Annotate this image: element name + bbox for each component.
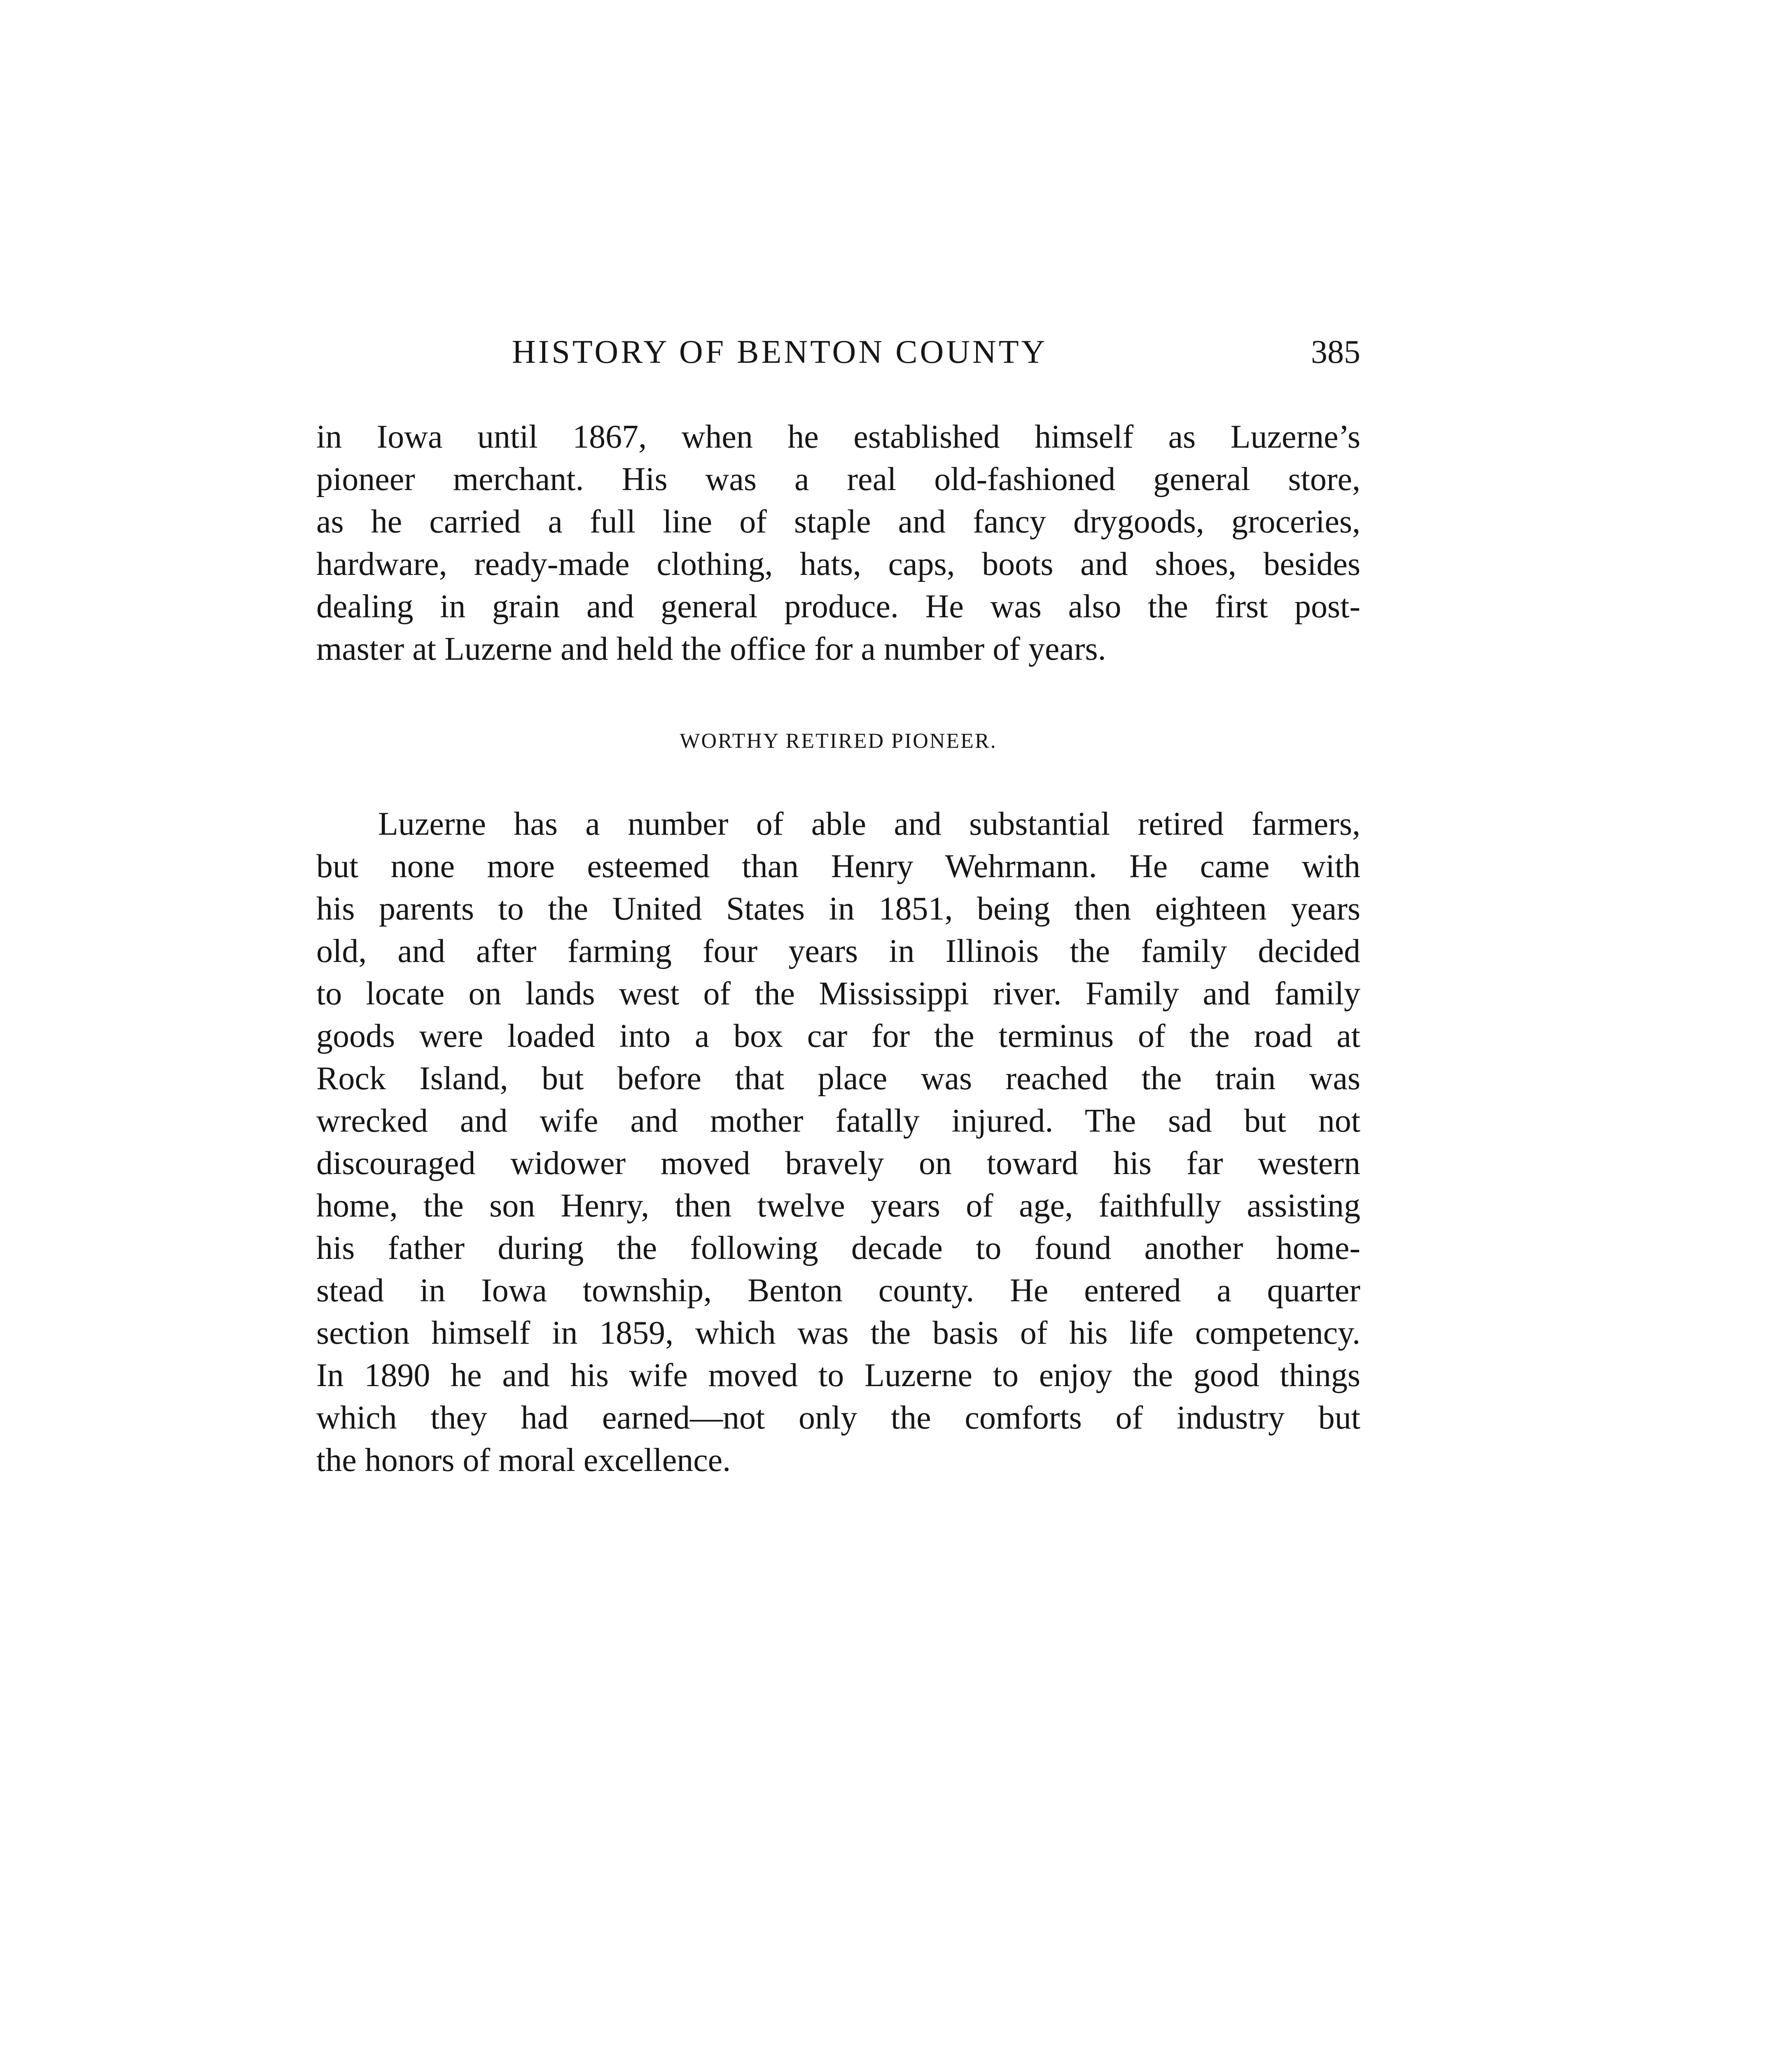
text-line: wrecked and wife and mother fatally injured. The sad but not (316, 1103, 1360, 1139)
text-line: master at Luzerne and held the office for a number of years. (316, 631, 1106, 667)
running-head (316, 329, 1360, 375)
text-line: hardware, ready-made clothing, hats, caps, boots and shoes, besides (316, 546, 1360, 582)
text-line: Luzerne has a number of able and substantial retired farmers, (378, 806, 1360, 842)
page-number: 385 (1311, 334, 1360, 370)
text-line: old, and after farming four years in Illinois the family decided (316, 933, 1360, 969)
running-title: HISTORY OF BENTON COUNTY (512, 334, 1048, 370)
text-line: the honors of moral excellence. (316, 1442, 731, 1478)
text-line: as he carried a full line of staple and fancy drygoods, groceries, (316, 504, 1360, 540)
text-line: pioneer merchant. His was a real old-fashioned general store, (316, 461, 1360, 497)
text-line: In 1890 he and his wife moved to Luzerne to enjoy the good things (316, 1357, 1360, 1394)
section-heading: WORTHY RETIRED PIONEER. (680, 729, 997, 753)
text-line: home, the son Henry, then twelve years of age, faithfully assisting (316, 1188, 1360, 1224)
paragraph-continued (316, 416, 1360, 670)
text-line: but none more esteemed than Henry Wehrmann. He came with (316, 848, 1360, 885)
text-line: section himself in 1859, which was the basis of his life competency. (316, 1315, 1360, 1351)
text-line: discouraged widower moved bravely on toward his far western (316, 1145, 1360, 1181)
text-line: dealing in grain and general produce. He was also the first post- (316, 588, 1360, 625)
text-line: to locate on lands west of the Mississippi river. Family and family (316, 976, 1360, 1012)
text-line: which they had earned—not only the comforts of industry but (316, 1400, 1360, 1436)
text-line: his father during the following decade to found another home- (316, 1230, 1360, 1266)
text-line: his parents to the United States in 1851, being then eighteen years (316, 891, 1360, 927)
paragraph-wehrmann (316, 803, 1360, 1482)
text-line: Rock Island, but before that place was reached the train was (316, 1060, 1360, 1097)
text-line: stead in Iowa township, Benton county. He entered a quarter (316, 1272, 1360, 1309)
text-line: goods were loaded into a box car for the terminus of the road at (316, 1018, 1360, 1054)
text-line: in Iowa until 1867, when he established himself as Luzerne’s (316, 419, 1360, 455)
